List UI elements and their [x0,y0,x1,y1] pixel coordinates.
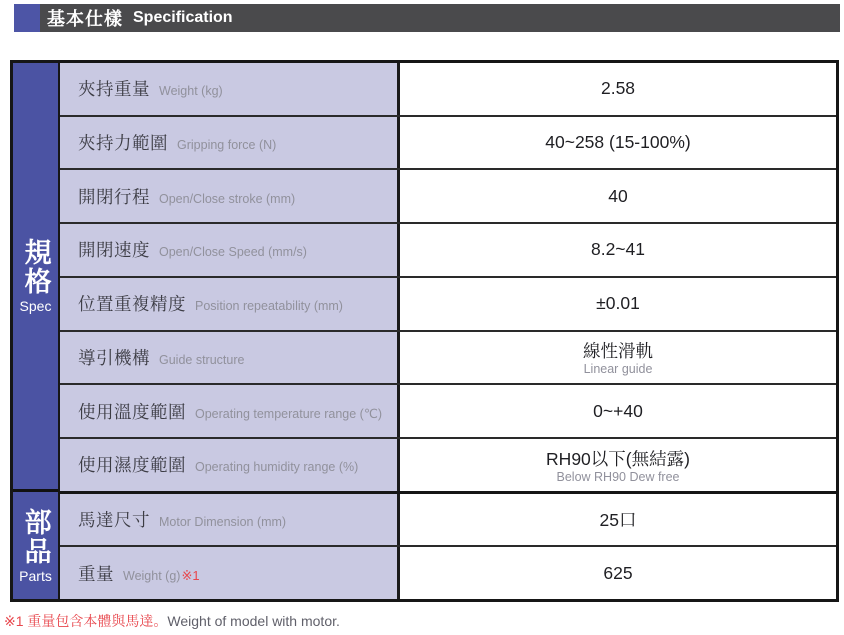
row-value: 2.58 [400,63,836,115]
row-label-en: Operating temperature range (℃) [195,406,383,421]
row-label [60,170,400,222]
row-label-zh: 夾持力範圍 [78,133,168,154]
row-label-en: Open/Close stroke (mm) [159,191,296,206]
footnote-zh: ※1 重量包含本體與馬達。 [4,613,168,629]
row-label-zh: 重量 [78,563,114,584]
row-label-en: Weight (kg) [159,84,223,99]
table-row-motor-dimension [60,491,836,546]
row-label-en: Weight (g) [123,568,181,583]
row-value: 625 [400,547,836,599]
row-label [60,547,400,599]
row-label-zh: 開閉速度 [78,240,150,261]
row-label [60,63,400,115]
row-value: 8.2~41 [400,224,836,276]
row-label-en: Open/Close Speed (mm/s) [159,245,307,260]
row-label [60,332,400,384]
row-label [60,385,400,437]
row-value: 0~+40 [400,385,836,437]
section-header-parts [13,489,58,599]
section-header-spec [13,63,58,489]
row-label-zh: 馬達尺寸 [78,509,150,530]
table-row-open-close-speed [60,222,836,276]
row-value: 40~258 (15-100%) [400,117,836,169]
row-label-zh: 使用溫度範圍 [78,401,186,422]
section-header-spec-zh: 規格 [20,238,51,297]
table-row-weight-kg [60,63,836,115]
row-label [60,278,400,330]
section-header-column [13,63,60,599]
row-label [60,117,400,169]
row-value: ±0.01 [400,278,836,330]
row-value: 線性滑軌 Linear guide [400,332,836,384]
footnote [4,611,340,631]
footnote-en: Weight of model with motor. [167,613,340,629]
section-title-bar [28,4,840,32]
row-label-en: Guide structure [159,352,245,367]
accent-square-icon [14,4,40,32]
row-label-en: Motor Dimension (mm) [159,514,287,529]
row-value: RH90以下(無結露) Below RH90 Dew free [400,439,836,491]
row-label-zh: 使用濕度範圍 [78,455,186,476]
section-title-zh: 基本仕樣 [47,9,123,29]
row-label-note-ref1: ※1 [181,567,200,583]
row-label-zh: 夾持重量 [78,79,150,100]
table-row-operating-humidity [60,437,836,491]
section-header-spec-en: Spec [19,298,52,315]
row-label-zh: 位置重複精度 [78,294,186,315]
row-label [60,439,400,491]
row-label [60,494,400,546]
table-row-operating-temperature [60,383,836,437]
spec-rows [60,63,836,599]
table-row-weight-g [60,545,836,599]
section-header-parts-zh: 部品 [20,507,51,566]
row-label-en: Position repeatability (mm) [195,299,343,314]
table-row-gripping-force [60,115,836,169]
row-value: 25口 [400,494,836,546]
section-title-en: Specification [133,9,233,26]
table-row-position-repeatability [60,276,836,330]
row-label-zh: 開閉行程 [78,186,150,207]
row-label-zh: 導引機構 [78,347,150,368]
table-row-open-close-stroke [60,168,836,222]
row-value: 40 [400,170,836,222]
table-row-guide-structure [60,330,836,384]
specification-table [10,60,839,602]
row-label-en: Gripping force (N) [177,138,277,153]
section-header-parts-en: Parts [19,567,52,584]
row-label-en: Operating humidity range (%) [195,460,359,475]
row-label [60,224,400,276]
